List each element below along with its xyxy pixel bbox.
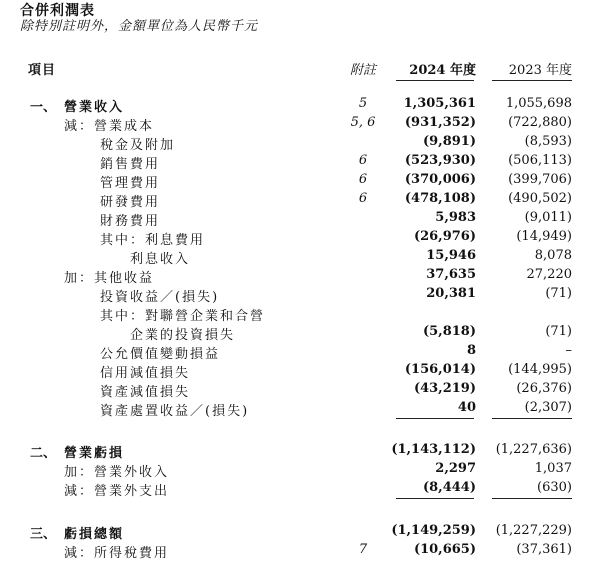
- row-label: 利息收入: [130, 252, 191, 267]
- row-label: 企業的投資損失: [130, 328, 236, 343]
- section-number: 二、: [30, 446, 57, 461]
- value-prior-year: (14,949): [516, 229, 572, 244]
- value-current-year: (370,006): [404, 172, 476, 187]
- value-prior-year: (37,361): [516, 542, 572, 557]
- value-prior-year: (2,307): [524, 400, 572, 415]
- row-note-ref: 6: [358, 153, 368, 168]
- row-label: 虧損總額: [64, 527, 125, 542]
- value-prior-year: (722,880): [508, 115, 572, 130]
- value-prior-year: (506,113): [508, 153, 572, 168]
- table-row: [0, 480, 600, 499]
- value-current-year: 40: [457, 400, 476, 415]
- row-label: 減：營業外支出: [64, 484, 170, 499]
- value-current-year: (1,149,259): [391, 523, 476, 538]
- table-row: [0, 229, 600, 248]
- table-row: [0, 286, 600, 305]
- table-row: [0, 362, 600, 381]
- row-label: 其中：對聯營企業和合營: [100, 309, 266, 324]
- row-label: 其中：利息費用: [100, 233, 206, 248]
- value-prior-year: (490,502): [508, 191, 572, 206]
- row-label: 營業虧損: [64, 446, 125, 461]
- value-prior-year: 8,078: [534, 248, 572, 263]
- row-note-ref: 6: [358, 172, 368, 187]
- value-current-year: (9,891): [422, 134, 476, 149]
- subtotal-rule-current: [396, 418, 474, 419]
- value-current-year: (5,818): [422, 324, 476, 339]
- value-prior-year: (9,011): [524, 210, 572, 225]
- row-label: 加：營業外收入: [64, 465, 170, 480]
- value-current-year: 1,305,361: [403, 96, 476, 111]
- value-prior-year: (144,995): [508, 362, 572, 377]
- table-row: [0, 134, 600, 153]
- row-label: 減：營業成本: [64, 119, 155, 134]
- value-current-year: (478,108): [404, 191, 476, 206]
- table-row: [0, 523, 600, 542]
- table-row: [0, 461, 600, 480]
- table-row: [0, 305, 600, 324]
- row-label: 加：其他收益: [64, 271, 155, 286]
- section-number: 一、: [30, 100, 57, 115]
- value-prior-year: (399,706): [508, 172, 572, 187]
- value-prior-year: –: [565, 343, 572, 358]
- page-title: 合併利潤表: [20, 3, 95, 19]
- row-label: 財務費用: [100, 214, 161, 229]
- row-label: 營業收入: [64, 100, 125, 115]
- table-row: [0, 442, 600, 461]
- subtotal-rule-prior: [492, 498, 572, 499]
- value-prior-year: 1,055,698: [505, 96, 572, 111]
- currency-note: 除特別註明外，金額單位為人民幣千元: [20, 19, 259, 34]
- table-row: [0, 210, 600, 229]
- value-current-year: (43,219): [413, 381, 476, 396]
- table-row: [0, 267, 600, 286]
- value-current-year: (1,143,112): [391, 442, 476, 457]
- row-label: 信用減值損失: [100, 366, 191, 381]
- table-row: [0, 400, 600, 419]
- row-label: 公允價值變動損益: [100, 347, 221, 362]
- row-note-ref: 7: [358, 542, 368, 557]
- table-row: [0, 343, 600, 362]
- value-current-year: (10,665): [413, 542, 476, 557]
- table-row: [0, 248, 600, 267]
- value-prior-year: (71): [545, 324, 572, 339]
- subtotal-rule-current: [396, 498, 474, 499]
- value-current-year: 15,946: [426, 248, 476, 263]
- value-current-year: (931,352): [404, 115, 476, 130]
- column-header-item: 項目: [28, 63, 57, 78]
- value-current-year: 5,983: [435, 210, 476, 225]
- value-prior-year: (8,593): [524, 134, 572, 149]
- row-label: 研發費用: [100, 195, 161, 210]
- row-label: 資產減值損失: [100, 385, 191, 400]
- value-prior-year: 1,037: [534, 461, 572, 476]
- column-header-prior-year: 2023 年度: [508, 63, 572, 78]
- table-row: [0, 153, 600, 172]
- row-note-ref: 6: [358, 191, 368, 206]
- value-current-year: (26,976): [413, 229, 476, 244]
- value-current-year: (156,014): [404, 362, 476, 377]
- row-note-ref: 5: [358, 96, 368, 111]
- table-row: [0, 324, 600, 343]
- row-label: 銷售費用: [100, 157, 161, 172]
- table-row: [0, 172, 600, 191]
- row-label: 管理費用: [100, 176, 161, 191]
- row-label: 減：所得稅費用: [64, 546, 170, 561]
- subtotal-rule-prior: [492, 418, 572, 419]
- column-header-note: 附註: [349, 63, 376, 78]
- value-current-year: 2,297: [435, 461, 476, 476]
- table-row: [0, 381, 600, 400]
- column-header-current-year: 2024 年度: [409, 63, 476, 78]
- section-number: 三、: [30, 527, 57, 542]
- value-current-year: 20,381: [426, 286, 476, 301]
- table-row: [0, 96, 600, 115]
- row-note-ref: 5, 6: [350, 115, 376, 130]
- table-row: [0, 542, 600, 561]
- table-row: [0, 191, 600, 210]
- table-row: [0, 115, 600, 134]
- row-label: 稅金及附加: [100, 138, 176, 153]
- value-current-year: (8,444): [422, 480, 476, 495]
- value-prior-year: (1,227,229): [495, 523, 572, 538]
- value-prior-year: 27,220: [526, 267, 572, 282]
- value-prior-year: (26,376): [516, 381, 572, 396]
- value-current-year: 8: [466, 343, 476, 358]
- value-prior-year: (71): [545, 286, 572, 301]
- value-current-year: 37,635: [426, 267, 476, 282]
- value-prior-year: (630): [537, 480, 572, 495]
- row-label: 投資收益／(損失): [100, 290, 220, 305]
- value-current-year: (523,930): [404, 153, 476, 168]
- row-label: 資產處置收益／(損失): [100, 404, 250, 419]
- value-prior-year: (1,227,636): [495, 442, 572, 457]
